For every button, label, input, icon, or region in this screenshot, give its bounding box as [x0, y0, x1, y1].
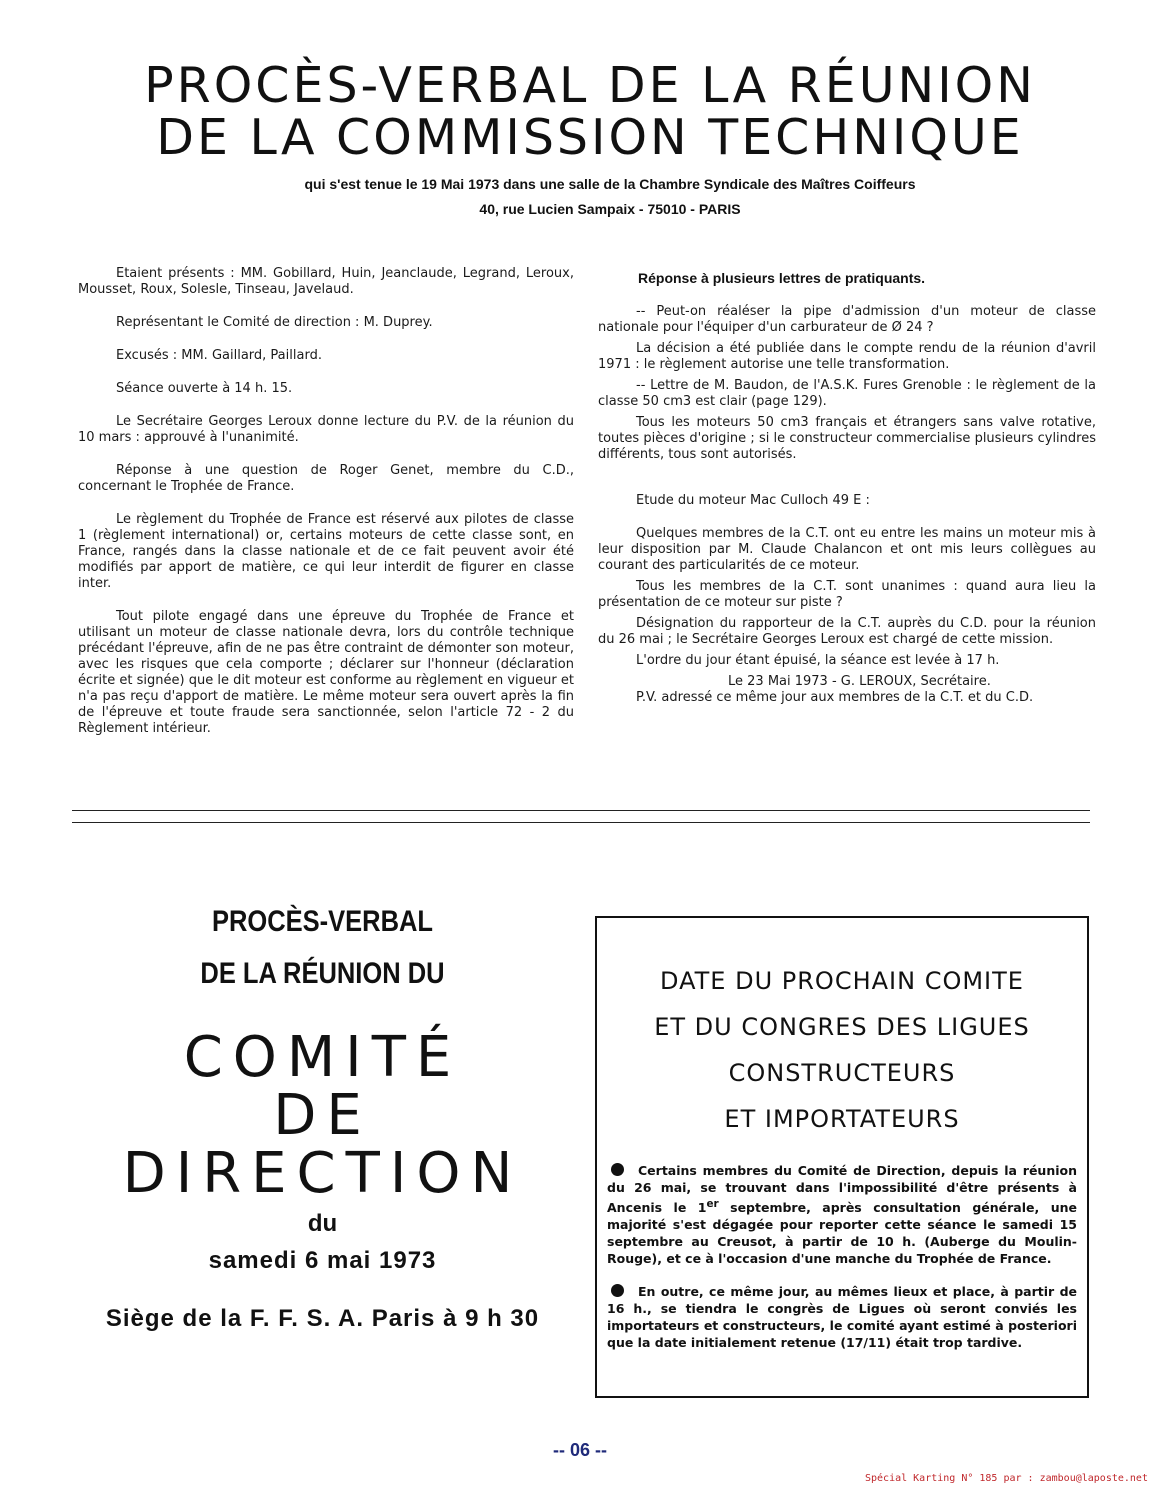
- right-column: [598, 266, 1096, 706]
- meeting-location: [120, 172, 1100, 222]
- box-body: [607, 1162, 1077, 1367]
- cd-du: du: [307, 1210, 338, 1237]
- box-title-line2: ET DU CONGRES DES LIGUES: [654, 1013, 1030, 1041]
- engine-study-paragraph: Quelques membres de la C.T. ont eu entre les mains un moteur mis à leur disposition par M. Claude Chalancon et ont mis leurs collègues au courant des particularités de ce moteur.: [598, 526, 1096, 573]
- scan-credit: Spécial Karting N° 185 par : zambou@laposte.net: [865, 1473, 1148, 1484]
- box-p1-text-before: Certains membres du Comité de Direction, depuis la réunion du 26 mai, se trouvant dans l'impossibilité d'être présents à Ancenis le 1: [607, 1163, 1077, 1216]
- box-title-line3: CONSTRUCTEURS: [728, 1059, 956, 1087]
- cd-heading-line1: PROCÈS-VERBAL: [211, 905, 434, 938]
- question-carburetor-paragraph: -- Peut-on réaléser la pipe d'admission d'un moteur de classe nationale pour l'équiper d'un carburateur de Ø 24 ?: [598, 304, 1096, 335]
- cd-big-word-3: DIRECTION: [122, 1141, 523, 1206]
- baudon-letter-paragraph: -- Lettre de M. Baudon, de l'A.S.K. Fures Grenoble : le règlement de la classe 50 cm3 est clair (page 129).: [598, 378, 1096, 409]
- next-meeting-box: [595, 916, 1089, 1398]
- bullet-icon: [611, 1284, 624, 1297]
- box-title-line4: ET IMPORTATEURS: [724, 1105, 960, 1133]
- letters-heading: Réponse à plusieurs lettres de pratiquants.: [638, 270, 926, 286]
- cd-date: samedi 6 mai 1973: [208, 1247, 437, 1274]
- unanimous-paragraph: Tous les membres de la C.T. sont unanimes : quand aura lieu la présentation de ce moteur sur piste ?: [598, 579, 1096, 610]
- box-title-line1: DATE DU PROCHAIN COMITE: [660, 967, 1024, 995]
- subtitle-line1: qui s'est tenue le 19 Mai 1973 dans une salle de la Chambre Syndicale des Maîtres Coiffeurs: [304, 176, 916, 192]
- main-title: [60, 57, 1120, 166]
- trophy-rule-paragraph: Le règlement du Trophée de France est réservé aux pilotes de classe 1 (règlement international) or, certains moteurs de cette classe sont, en France, rangés dans la classe nationale et de ce fait peuvent avoir été modifiés par apport de matière, ce qui leur interdit de figurer en classe inter.: [78, 512, 574, 591]
- box-title: [597, 958, 1087, 1142]
- decision-paragraph: La décision a été publiée dans le compte rendu de la réunion d'avril 1971 : le règlement autorise une telle transformation.: [598, 341, 1096, 372]
- box-p2-text: En outre, ce même jour, au mêmes lieux et place, à partir de 16 h., se tiendra le congrès de Ligues où seront conviés les importateurs et constructeurs, le comité ayant estimé à posteriori que la date initialement retenue (17/11) était trop tardive.: [607, 1284, 1077, 1351]
- engines-50cc-paragraph: Tous les moteurs 50 cm3 français et étrangers sans valve rotative, toutes pièces d'origine ; si le constructeur commercialise plusieurs cylindres différents, tous sont autorisés.: [598, 415, 1096, 462]
- cd-location: Siège de la F. F. S. A. Paris à 9 h 30: [105, 1305, 540, 1332]
- box-p1-text-after: septembre, après consultation générale, une majorité s'est dégagée pour reporter cette séance le samedi 15 septembre au Creusot, à partir de 10 h. (Auberge du Moulin-Rouge), et ce à l'occasion d'une manche du Trophée de France.: [607, 1200, 1077, 1267]
- minutes-reading-paragraph: Le Secrétaire Georges Leroux donne lecture du P.V. de la réunion du 10 mars : approuvé à l'unanimité.: [78, 414, 574, 445]
- box-p1-superscript: er: [706, 1198, 719, 1210]
- question-paragraph: Réponse à une question de Roger Genet, membre du C.D., concernant le Trophée de France.: [78, 463, 574, 494]
- rapporteur-paragraph: Désignation du rapporteur de la C.T. auprès du C.D. pour la réunion du 26 mai ; le Secrétaire Georges Leroux est chargé de cette mission.: [598, 616, 1096, 647]
- bullet-icon: [611, 1163, 624, 1176]
- divider-line-top: [72, 810, 1090, 811]
- cd-big-word-2: DE: [273, 1083, 372, 1148]
- pilot-declaration-paragraph: Tout pilote engagé dans une épreuve du Trophée de France et utilisant un moteur de classe nationale devra, lors du contrôle technique précédant l'épreuve, afin de ne pas être contraint de démonter son moteur, avec les risques que cela comporte ; déclarer sur l'honneur (déclaration écrite et signée) que le dit moteur est conforme au règlement en vigueur et n'a pas reçu d'apport de matière. Le même moteur sera ouvert après la fin de l'épreuve et toute fraude sera sanctionnée, selon l'article 72 - 2 du Règlement intérieur.: [78, 609, 574, 736]
- comite-direction-title-block: [50, 895, 595, 1333]
- box-paragraph-1: [607, 1162, 1077, 1267]
- main-title-line1: PROCÈS-VERBAL DE LA RÉUNION: [144, 57, 1036, 114]
- subtitle-line2: 40, rue Lucien Sampaix - 75010 - PARIS: [479, 201, 741, 217]
- attendees-paragraph: Etaient présents : MM. Gobillard, Huin, Jeanclaude, Legrand, Leroux, Mousset, Roux, Solesle, Tinseau, Javelaud.: [78, 266, 574, 297]
- session-open-paragraph: Séance ouverte à 14 h. 15.: [116, 381, 293, 396]
- left-column: [78, 266, 574, 737]
- distribution-line: P.V. adressé ce même jour aux membres de la C.T. et du C.D.: [636, 690, 1034, 705]
- engine-study-heading: Etude du moteur Mac Culloch 49 E :: [636, 493, 870, 508]
- signature-line: Le 23 Mai 1973 - G. LEROUX, Secrétaire.: [728, 674, 991, 689]
- page-number: -- 06 --: [553, 1440, 607, 1460]
- box-paragraph-2: [607, 1283, 1077, 1351]
- divider-line-bottom: [72, 822, 1090, 823]
- main-title-line2: DE LA COMMISSION TECHNIQUE: [156, 109, 1024, 166]
- closing-paragraph: L'ordre du jour étant épuisé, la séance est levée à 17 h.: [636, 653, 1000, 668]
- cd-big-word-1: COMITÉ: [183, 1025, 462, 1090]
- representative-paragraph: Représentant le Comité de direction : M. Duprey.: [116, 315, 433, 330]
- cd-heading-line2: DE LA RÉUNION DU: [200, 957, 445, 990]
- excused-paragraph: Excusés : MM. Gaillard, Paillard.: [116, 348, 322, 363]
